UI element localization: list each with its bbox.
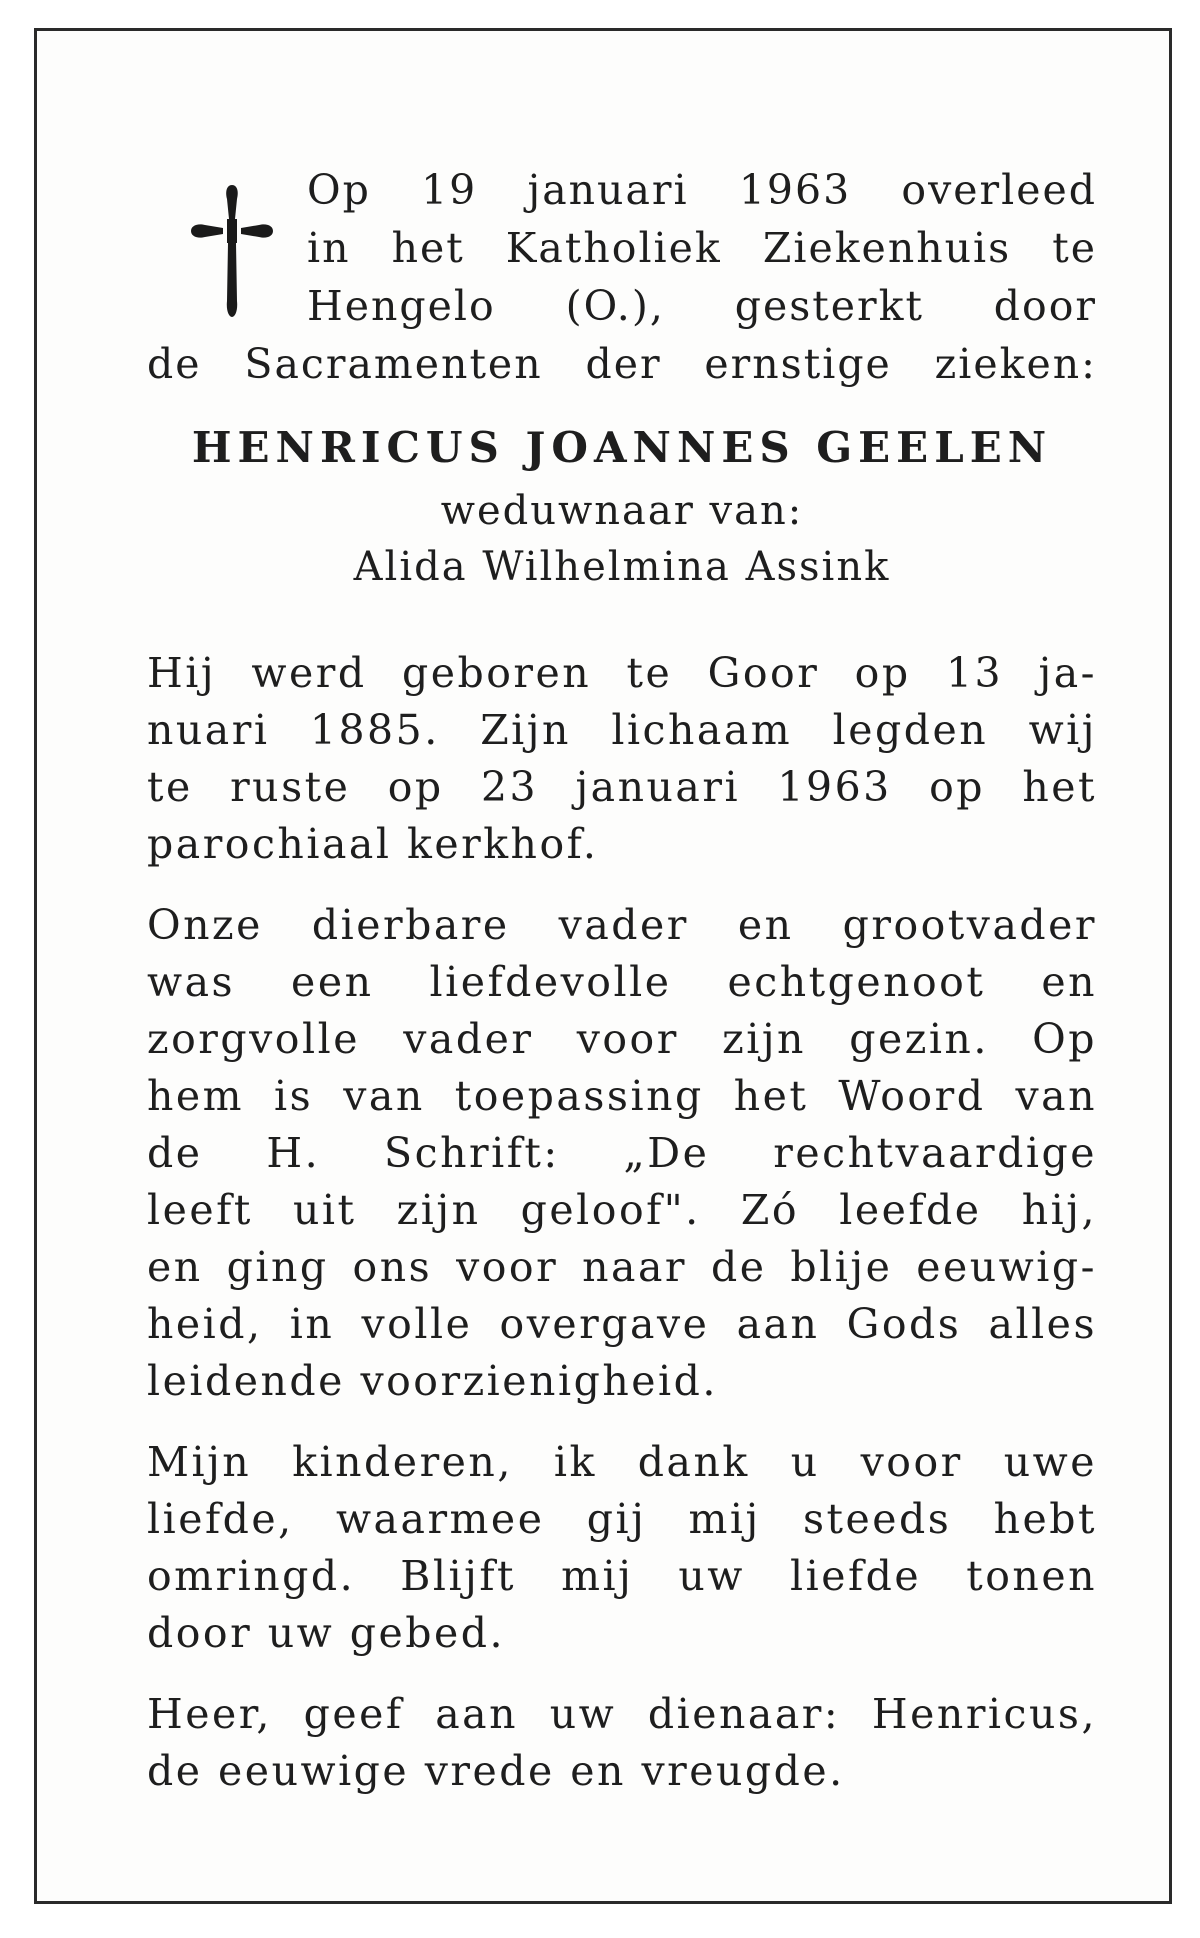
paragraph-line: heid, in volle overgave aan Gods alles — [147, 1300, 1097, 1348]
paragraph-line: leeft uit zijn geloof". Zó leefde hij, — [147, 1186, 1097, 1234]
tribute-paragraph — [147, 897, 1097, 1410]
paragraph-line: te ruste op 23 januari 1963 op het — [147, 763, 1097, 811]
prayer-paragraph — [147, 1686, 1097, 1800]
paragraph-line: was een liefdevolle echtgenoot en — [147, 958, 1097, 1006]
birth-burial-paragraph — [147, 645, 1097, 873]
intro-line: Op 19 januari 1963 overleed — [307, 166, 1097, 214]
memorial-card — [34, 28, 1172, 1904]
paragraph-line: Mijn kinderen, ik dank u voor uwe — [147, 1438, 1097, 1486]
paragraph-line: en ging ons voor naar de blije eeuwig- — [147, 1243, 1097, 1291]
paragraph-line: parochiaal kerkhof. — [147, 820, 599, 868]
paragraph-line: zorgvolle vader voor zijn gezin. Op — [147, 1015, 1097, 1063]
intro-line: de Sacramenten der ernstige zieken: — [147, 340, 1097, 388]
paragraph-line: Hij werd geboren te Goor op 13 ja- — [147, 649, 1097, 697]
paragraph-line: hem is van toepassing het Woord van — [147, 1072, 1097, 1120]
paragraph-line: door uw gebed. — [147, 1609, 506, 1657]
card-text — [147, 161, 1097, 1824]
paragraph-line: de H. Schrift: „De rechtvaardige — [147, 1129, 1097, 1177]
paragraph-line: de eeuwige vrede en vreugde. — [147, 1747, 845, 1795]
intro-line: in het Katholiek Ziekenhuis te — [307, 224, 1097, 272]
deceased-name: HENRICUS JOANNES GEELEN — [191, 423, 1053, 472]
intro-block — [147, 161, 1097, 393]
paragraph-line: Heer, geef aan uw dienaar: Henricus, — [147, 1690, 1097, 1738]
paragraph-line: liefde, waarmee gij mij steeds hebt — [147, 1495, 1097, 1543]
paragraph-line: omringd. Blijft mij uw liefde tonen — [147, 1552, 1097, 1600]
paragraph-line: Onze dierbare vader en grootvader — [147, 901, 1097, 949]
paragraph-line: nuari 1885. Zijn lichaam legden wij — [147, 706, 1097, 754]
intro-line: Hengelo (O.), gesterkt door — [307, 282, 1097, 330]
spouse-name: Alida Wilhelmina Assink — [353, 544, 891, 590]
children-paragraph — [147, 1434, 1097, 1662]
paragraph-line: leidende voorzienigheid. — [147, 1357, 718, 1405]
relation-label: weduwnaar van: — [440, 488, 804, 534]
